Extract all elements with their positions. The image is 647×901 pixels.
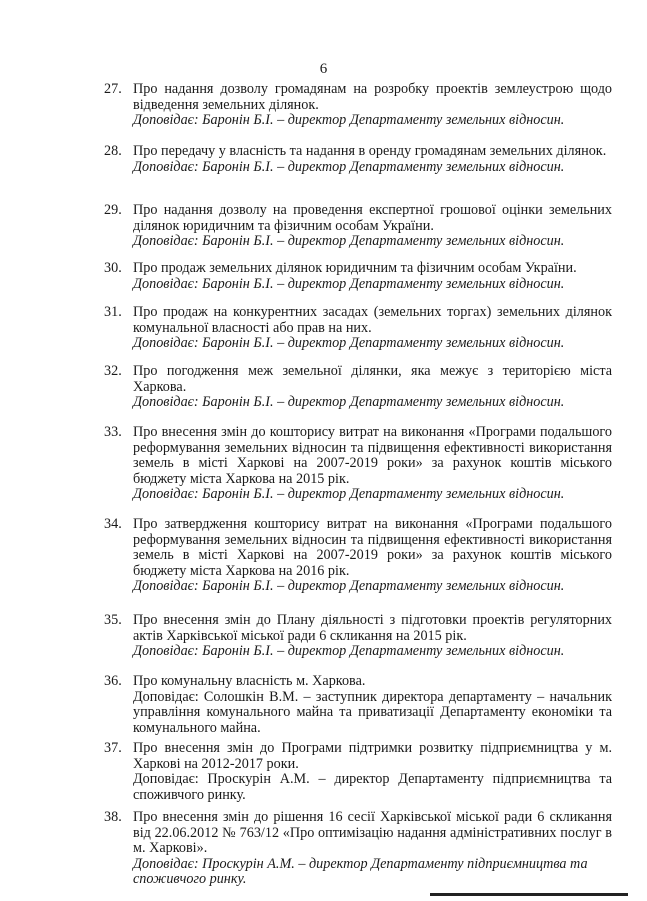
item-title: Про надання дозволу громадянам на розробку проектів землеустрою щодо відведення земельних ділянок.	[133, 81, 612, 113]
item-number: 27.	[104, 81, 122, 97]
item-speaker: Доповідає: Проскурін А.М. – директор Департаменту підприємництва та споживчого ринку.	[133, 855, 588, 888]
item-number: 35.	[104, 612, 122, 628]
item-title: Про внесення змін до рішення 16 сесії Харківської міської ради 6 скликання від 22.06.2012 № 763/12 «Про оптимізацію надання адміністративних послуг в м. Харкові».	[133, 809, 612, 857]
item-speaker: Доповідає: Баронін Б.І. – директор Департаменту земельних відносин.	[133, 158, 565, 175]
page-number: 6	[319, 61, 328, 77]
item-speaker: Доповідає: Баронін Б.І. – директор Департаменту земельних відносин.	[133, 275, 565, 292]
item-title: Про внесення змін до кошторису витрат на виконання «Програми подальшого реформування земельних відносин та підвищення ефективності використання земель в місті Харкові на 2007-2019 роки» за рахунок коштів міського бюджету міста Харкова на 2015 рік.	[133, 424, 612, 487]
item-speaker: Доповідає: Баронін Б.І. – директор Департаменту земельних відносин.	[133, 112, 565, 129]
item-speaker: Доповідає: Проскурін А.М. – директор Департаменту підприємництва та споживчого ринку.	[133, 771, 612, 803]
item-speaker: Доповідає: Баронін Б.І. – директор Департаменту земельних відносин.	[133, 335, 565, 352]
item-speaker: Доповідає: Баронін Б.І. – директор Департаменту земельних відносин.	[133, 486, 565, 503]
page-bottom-rule	[430, 893, 628, 896]
item-number: 37.	[104, 740, 122, 756]
item-number: 38.	[104, 809, 122, 825]
item-title: Про погодження меж земельної ділянки, яка межує з територією міста Харкова.	[133, 363, 612, 395]
item-speaker: Доповідає: Баронін Б.І. – директор Департаменту земельних відносин.	[133, 578, 565, 595]
item-title: Про продаж земельних ділянок юридичним та фізичним особам України.	[133, 260, 577, 276]
item-title: Про внесення змін до Плану діяльності з підготовки проектів регуляторних актів Харківської міської ради 6 скликання на 2015 рік.	[133, 612, 612, 644]
item-number: 29.	[104, 202, 122, 218]
item-speaker: Доповідає: Баронін Б.І. – директор Департаменту земельних відносин.	[133, 394, 565, 411]
item-number: 31.	[104, 304, 122, 320]
item-title: Про внесення змін до Програми підтримки розвитку підприємництва у м. Харкові на 2012-2017 роки.	[133, 740, 612, 772]
item-speaker: Доповідає: Баронін Б.І. – директор Департаменту земельних відносин.	[133, 643, 565, 660]
item-number: 30.	[104, 260, 122, 276]
item-speaker: Доповідає: Солошкін В.М. – заступник директора департаменту – начальник управління комунального майна та приватизації Департаменту економіки та комунального майна.	[133, 688, 612, 736]
item-title: Про затвердження кошторису витрат на виконання «Програми подальшого реформування земельних відносин та підвищення ефективності використання земель в місті Харкові на 2007-2019 роки» за рахунок коштів міського бюджету міста Харкова на 2016 рік.	[133, 516, 612, 579]
item-number: 32.	[104, 363, 122, 379]
item-number: 36.	[104, 673, 122, 689]
item-speaker: Доповідає: Баронін Б.І. – директор Департаменту земельних відносин.	[133, 233, 565, 250]
item-title: Про передачу у власність та надання в оренду громадянам земельних ділянок.	[133, 143, 607, 159]
item-title: Про комунальну власність м. Харкова.	[133, 673, 366, 689]
item-title: Про надання дозволу на проведення експертної грошової оцінки земельних ділянок юридичним та фізичним особам України.	[133, 202, 612, 234]
item-number: 33.	[104, 424, 122, 440]
item-title: Про продаж на конкурентних засадах (земельних торгах) земельних ділянок комунальної власності або прав на них.	[133, 304, 612, 336]
item-number: 28.	[104, 143, 122, 159]
item-number: 34.	[104, 516, 122, 532]
